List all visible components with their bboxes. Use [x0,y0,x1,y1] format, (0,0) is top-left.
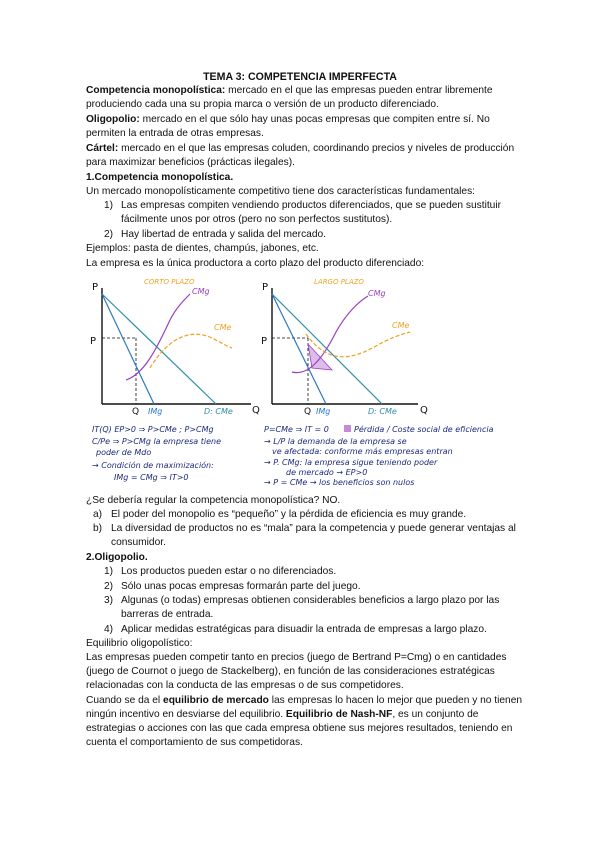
price-label: P [261,336,268,347]
list-item: Hay libertad de entrada y salida del mercado. [121,229,326,240]
definition-text: para maximizar beneficios (prácticas ilegales). [86,157,295,168]
handwritten-note: de mercado → EP>0 [286,468,368,477]
equilibrium-title: Equilibrio oligopolístico: [86,638,193,649]
list-item: Algunas (o todas) empresas obtienen considerables beneficios a largo plazo por las [121,595,500,606]
marginal-cost-curve [292,296,368,373]
marginal-revenue-curve [102,294,154,404]
curve-label: CMe [392,321,410,330]
graph-header: CORTO PLAZO [144,278,195,286]
definition-text: mercado en el que sólo hay unas pocas empresas que compiten entre sí. No [139,114,490,125]
list-item: La diversidad de productos no es “mala” para la competencia y puede generar ventajas al [111,523,516,534]
paragraph-line [86,708,478,722]
list-item: fácilmente unos por otros (pero no son perfectos sustitutos). [121,214,393,225]
list-number: 1) [104,566,114,577]
definition-text: produciendo cada una su propia marca o versión de un producto diferenciado. [86,99,439,110]
term-cartel: Cártel: [86,143,119,154]
marginal-revenue-curve [272,294,326,404]
definition-oligopolio [86,113,514,127]
page-title: TEMA 3: COMPETENCIA IMPERFECTA [203,71,397,83]
term-competencia-monopolistica: Competencia monopolística: [86,85,226,96]
section-intro: Un mercado monopolísticamente competitivo tiene dos características fundamentales: [86,186,476,197]
list-item: barreras de entrada. [121,609,214,620]
text-run: Cuando se da el [86,695,164,706]
handwritten-note: C/Pe ⇒ P>CMg la empresa tiene [92,437,222,446]
handwritten-graphs [86,272,516,487]
section-heading: 2.Oligopolio. [86,552,148,563]
handwritten-note: poder de Mdo [96,448,152,457]
handwritten-note: ve afectada: conforme más empresas entran [272,447,453,456]
demand-curve [102,294,216,404]
list-item: Sólo unas pocas empresas formarán parte del juego. [121,581,361,592]
definition-cartel [86,142,514,156]
curve-label: CMe [214,323,232,332]
definition-text: mercado en el que las empresas pueden entrar libremente [225,85,493,96]
handwritten-note: IMg = CMg ⇒ IT>0 [114,473,189,482]
handwritten-note: → L/P la demanda de la empresa se [264,437,407,446]
handwritten-note: IT(Q) EP>0 ⇒ P>CMe ; P>CMg [92,425,214,434]
term-oligopolio: Oligopolio: [86,114,140,125]
paragraph-line [86,694,522,708]
paragraph-line: Las empresas pueden competir tanto en precios (juego de Bertrand P=Cmg) o en cantidades [86,652,507,663]
short-run-text: La empresa es la única productora a corto plazo del producto diferenciado: [86,258,425,269]
curve-label: IMg [316,407,331,416]
handwritten-note: P=CMe ⇒ IT = 0 [264,425,329,434]
curve-label: CMg [192,287,210,296]
curve-label: IMg [148,407,163,416]
paragraph-line: estrategias o acciones con las que cada empresa obtiene sus mejores resultados, teniendo en [86,723,513,734]
axis-label: Q [252,405,260,416]
list-number: 4) [104,624,114,635]
handwritten-note: → P. CMg: la empresa sigue teniendo poder [264,458,438,467]
list-item: consumidor. [111,537,166,548]
text-run: ningún incentivo en desviarse del equilibrio. [86,709,286,720]
axis-label: Q [420,405,428,416]
handwritten-note: → P = CMe → los beneficios son nulos [264,478,415,487]
left-graph [90,278,260,482]
quantity-label: Q [304,407,312,417]
term-equilibrio-nash: Equilibrio de Nash-NF [285,709,393,720]
term-equilibrio-mercado: equilibrio de mercado [163,695,269,706]
handwritten-note: → Condición de maximización: [92,461,214,470]
text-run: las empresas lo hacen lo mejor que pueden y no tienen [268,695,523,706]
right-graph [261,278,494,487]
list-item: El poder del monopolio es “pequeño” y la pérdida de eficiencia es muy grande. [111,509,467,520]
paragraph-line: relacionadas con la conducta de las empresas o de sus competidores. [86,680,404,691]
list-item: Aplicar medidas estratégicas para disuadir la entrada de empresas a largo plazo. [121,624,487,635]
graph-header: LARGO PLAZO [314,278,364,286]
curve-label: CMg [368,289,386,298]
paragraph-line: (juego de Cournot o juego de Stackelberg), en función de las consideraciones estratégicas [86,666,495,677]
list-letter: b) [93,523,103,534]
handwritten-note: Pérdida / Coste social de eficiencia [354,425,494,434]
quantity-label: Q [132,407,140,417]
list-letter: a) [93,509,103,520]
list-number: 2) [104,229,114,240]
examples-text: Ejemplos: pasta de dientes, champús, jabones, etc. [86,243,319,254]
text-run: , es un conjunto de [392,709,479,720]
curve-label: D: CMe [204,407,233,416]
list-item: Los productos pueden estar o no diferenciados. [121,566,337,577]
paragraph-line: cuenta el comportamiento de sus competidoras. [86,737,303,748]
list-item: Las empresas compiten vendiendo productos diferenciados, que se pueden sustituir [121,200,502,211]
definition-text: permiten la entrada de otras empresas. [86,128,264,139]
list-number: 2) [104,581,114,592]
axis-label: P [262,282,269,293]
definition-text: mercado en el que las empresas coluden, coordinando precios y niveles de producción [118,143,515,154]
list-number: 3) [104,595,114,606]
average-cost-curve [150,334,232,368]
list-number: 1) [104,200,114,211]
deadweight-loss-legend-swatch [344,425,351,432]
price-label: P [90,336,97,347]
curve-label: D: CMe [368,407,397,416]
definition-competencia-monopolistica [86,84,514,98]
question-text: ¿Se debería regular la competencia monopolística? NO. [86,495,341,506]
section-heading: 1.Competencia monopolística. [86,172,234,183]
axis-label: P [92,282,99,293]
